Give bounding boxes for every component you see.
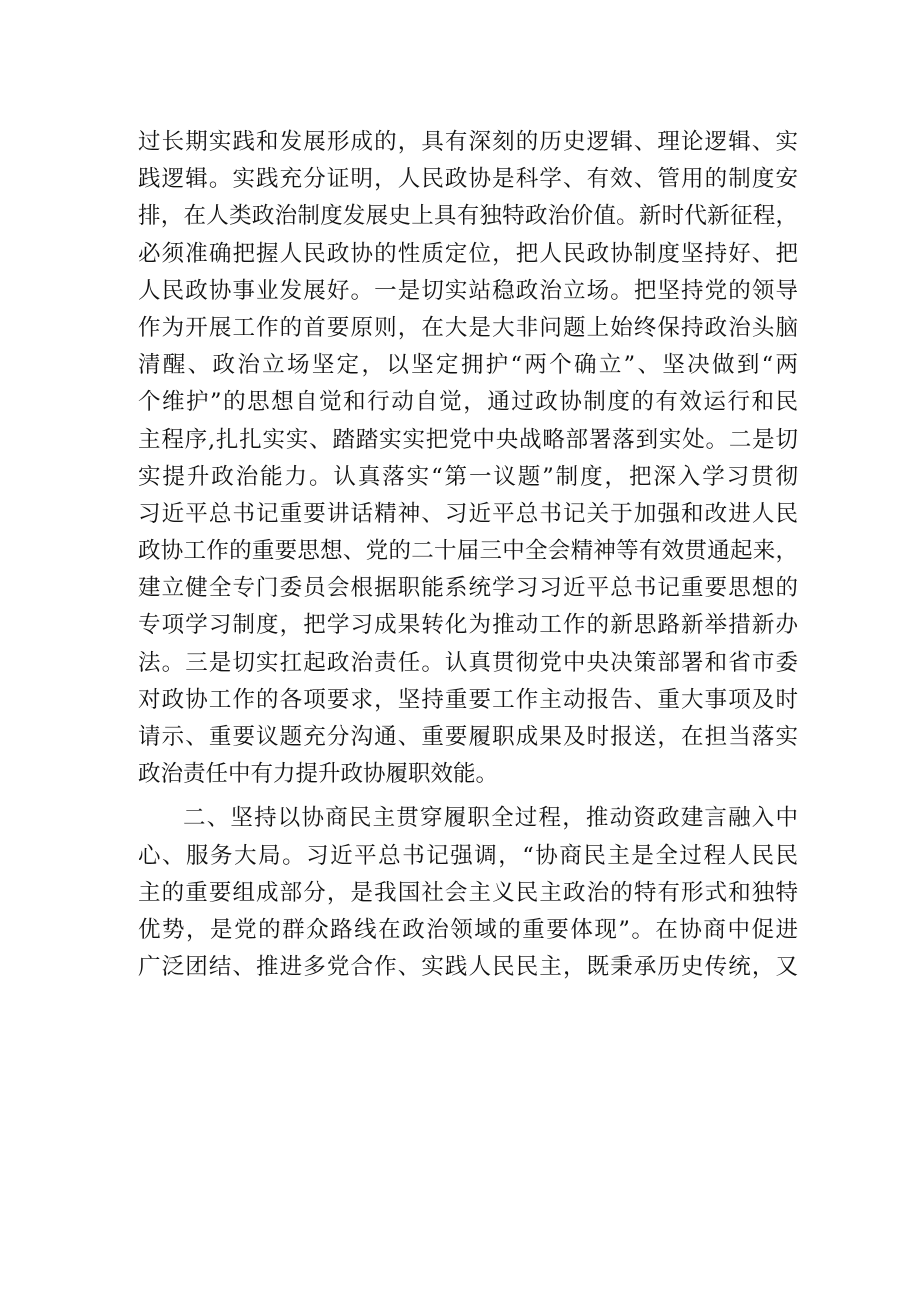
paragraph-line: 建立健全专门委员会根据职能系统学习习近平总书记重要思想的	[138, 575, 798, 602]
paragraph-line: 实提升政治能力。认真落实“第一议题”制度，把深入学习贯彻	[138, 463, 798, 490]
paragraph-line: 践逻辑。实践充分证明，人民政协是科学、有效、管用的制度安	[138, 166, 798, 193]
paragraph-line: 过长期实践和发展形成的，具有深刻的历史逻辑、理论逻辑、实	[138, 129, 798, 155]
paragraph-line: 优势，是党的群众路线在政治领域的重要体现”。在协商中促进	[138, 916, 798, 943]
paragraph-line: 法。三是切实扛起政治责任。认真贯彻党中央决策部署和省市委	[138, 649, 798, 676]
paragraph-line: 主的重要组成部分，是我国社会主义民主政治的特有形式和独特	[138, 879, 798, 906]
paragraph-line: 必须准确把握人民政协的性质定位，把人民政协制度坚持好、把	[138, 240, 798, 267]
paragraph-gap	[138, 793, 798, 800]
paragraph-line: 心、服务大局。习近平总书记强调，“协商民主是全过程人民民	[138, 842, 798, 869]
paragraph-line: 政治责任中有力提升政协履职效能。	[138, 761, 499, 788]
paragraph-1	[138, 124, 798, 793]
paragraph-line: 对政协工作的各项要求，坚持重要工作主动报告、重大事项及时	[138, 686, 798, 713]
document-body	[138, 124, 798, 986]
paragraph-line: 人民政协事业发展好。一是切实站稳政治立场。把坚持党的领导	[138, 277, 798, 304]
paragraph-2	[138, 800, 798, 986]
paragraph-line: 请示、重要议题充分沟通、重要履职成果及时报送，在担当落实	[138, 724, 798, 750]
paragraph-line: 广泛团结、推进多党合作、实践人民民主，既秉承历史传统，又	[138, 954, 798, 981]
paragraph-line: 二、坚持以协商民主贯穿履职全过程，推动资政建言融入中	[183, 805, 798, 832]
paragraph-line: 习近平总书记重要讲话精神、习近平总书记关于加强和改进人民	[138, 500, 798, 527]
paragraph-line: 专项学习制度，把学习成果转化为推动工作的新思路新举措新办	[138, 612, 798, 639]
paragraph-line: 排，在人类政治制度发展史上具有独特政治价值。新时代新征程，	[138, 203, 798, 230]
paragraph-line: 主程序,扎扎实实、踏踏实实把党中央战略部署落到实处。二是切	[138, 426, 798, 453]
paragraph-line: 政协工作的重要思想、党的二十届三中全会精神等有效贯通起来，	[138, 538, 798, 565]
paragraph-line: 作为开展工作的首要原则，在大是大非问题上始终保持政治头脑	[138, 314, 798, 341]
paragraph-line: 个维护”的思想自觉和行动自觉，通过政协制度的有效运行和民	[138, 389, 798, 416]
paragraph-line: 清醒、政治立场坚定，以坚定拥护“两个确立”、坚决做到“两	[138, 352, 798, 379]
